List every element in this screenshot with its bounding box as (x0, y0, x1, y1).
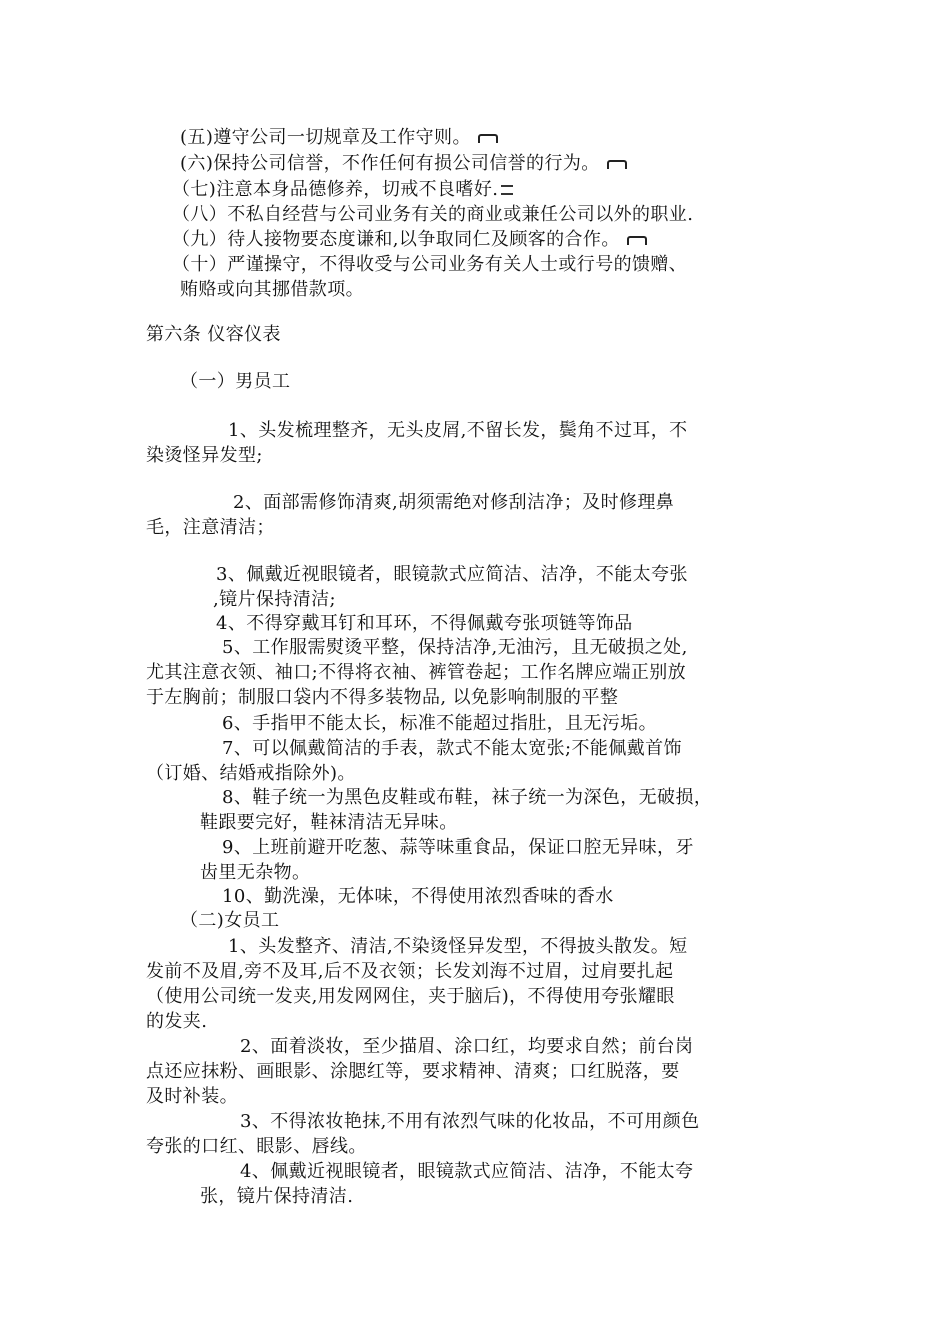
correction-mark (477, 132, 499, 144)
female-item-4: 4、佩戴近视眼镜者，眼镜款式应简洁、洁净，不能太夸 (240, 1161, 694, 1182)
female-item-1-cont: 发前不及眉,旁不及耳,后不及衣领；长发刘海不过眉，过肩要扎起 (146, 961, 674, 982)
rule-line-10: （十）严谨操守，不得收受与公司业务有关人士或行号的馈赠、 (172, 254, 688, 275)
female-item-2: 2、面着淡妆，至少描眉、涂口红，均要求自然；前台岗 (240, 1036, 694, 1057)
male-item-4: 4、不得穿戴耳钉和耳环，不得佩戴夸张项链等饰品 (216, 613, 633, 634)
correction-mark (606, 158, 628, 170)
male-item-3-cont: ,镜片保持清洁; (213, 589, 336, 610)
section-heading-female: （二)女员工 (180, 910, 280, 931)
article-heading: 第六条 仪容仪表 (146, 324, 281, 345)
rule-line-8: （八）不私自经营与公司业务有关的商业或兼任公司以外的职业. (172, 204, 694, 225)
male-item-2-cont: 毛，注意清洁； (146, 517, 275, 538)
section-heading-male: （一）男员工 (180, 371, 291, 392)
male-item-7-cont: （订婚、结婚戒指除外)。 (146, 763, 356, 784)
female-item-2-cont2: 及时补装。 (146, 1086, 238, 1107)
male-item-10: 10、勤洗澡，无体味，不得使用浓烈香味的香水 (222, 886, 614, 907)
female-item-1-cont3: 的发夹. (146, 1011, 208, 1032)
female-item-3: 3、不得浓妆艳抹,不用有浓烈气味的化妆品，不可用颜色 (240, 1111, 700, 1132)
male-item-8-cont: 鞋跟要完好，鞋袜清洁无异味。 (200, 812, 458, 833)
male-item-5-cont: 尤其注意衣领、袖口;不得将衣袖、裤管卷起；工作名牌应端正别放 (146, 662, 687, 683)
female-item-3-cont: 夸张的口红、眼影、唇线。 (146, 1136, 367, 1157)
male-item-1-cont: 染烫怪异发型; (146, 445, 263, 466)
male-item-2: 2、面部需修饰清爽,胡须需绝对修刮洁净；及时修理鼻 (233, 492, 675, 513)
correction-mark (626, 234, 648, 246)
male-item-9-cont: 齿里无杂物。 (200, 862, 311, 883)
female-item-1: 1、头发整齐、清洁,不染烫怪异发型，不得披头散发。短 (228, 936, 688, 957)
male-item-8: 8、鞋子统一为黑色皮鞋或布鞋，袜子统一为深色，无破损， (222, 787, 713, 808)
male-item-5: 5、工作服需熨烫平整，保持洁净,无油污，且无破损之处, (222, 637, 688, 658)
correction-mark (501, 185, 513, 195)
rule-line-10-cont: 贿赂或向其挪借款项。 (180, 279, 364, 300)
male-item-9: 9、上班前避开吃葱、蒜等味重食品，保证口腔无异味，牙 (222, 837, 694, 858)
male-item-1: 1、头发梳理整齐，无头皮屑,不留长发，鬓角不过耳，不 (228, 420, 688, 441)
male-item-6: 6、手指甲不能太长，标准不能超过指肚，且无污垢。 (222, 713, 658, 734)
female-item-4-cont: 张，镜片保持清洁. (200, 1186, 354, 1207)
female-item-2-cont: 点还应抹粉、画眼影、涂腮红等，要求精神、清爽；口红脱落，要 (146, 1061, 680, 1082)
male-item-7: 7、可以佩戴简洁的手表，款式不能太宽张;不能佩戴首饰 (222, 738, 682, 759)
rule-line-9: （九）待人接物要态度谦和,以争取同仁及顾客的合作。 (172, 228, 648, 252)
rule-line-5: (五)遵守公司一切规章及工作守则。 (180, 126, 499, 150)
rule-line-7: （七)注意本身品德修养，切戒不良嗜好. (172, 178, 513, 202)
male-item-3: 3、佩戴近视眼镜者，眼镜款式应简洁、洁净，不能太夸张 (216, 564, 688, 585)
female-item-1-cont2: （使用公司统一发夹,用发网网住，夹于脑后)，不得使用夸张耀眼 (146, 986, 675, 1007)
male-item-5-cont2: 于左胸前；制服口袋内不得多装物品, 以免影响制服的平整 (146, 687, 619, 708)
rule-line-6: (六)保持公司信誉，不作任何有损公司信誉的行为。 (180, 152, 628, 176)
